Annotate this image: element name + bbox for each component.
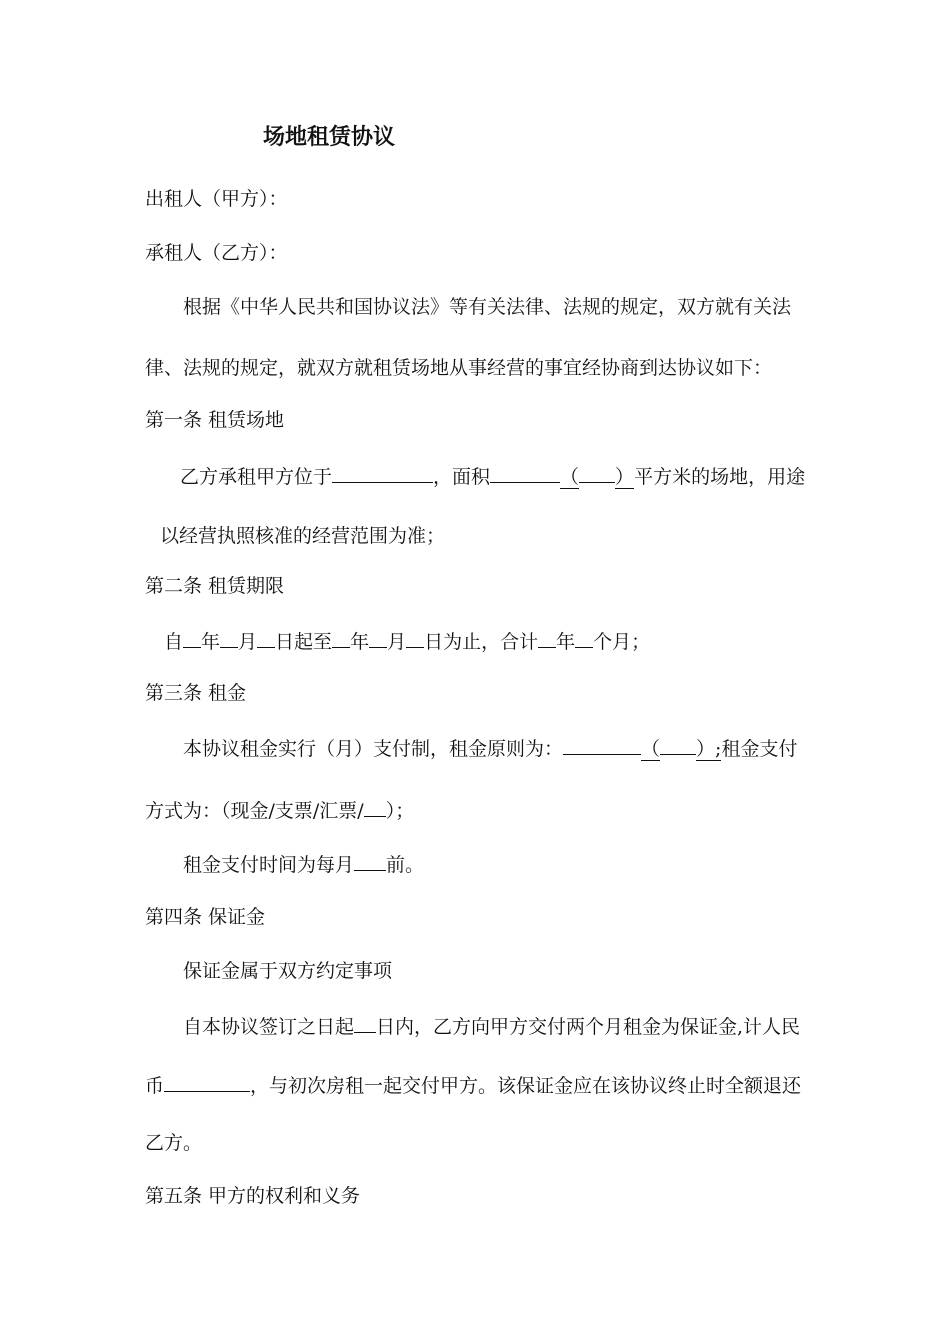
text-segment: 币 — [145, 1075, 165, 1097]
text-segment: 年 — [556, 631, 576, 653]
blank-location — [332, 462, 433, 483]
lessor-line: 出租人（甲方）： — [145, 188, 288, 210]
text-segment: 月 — [387, 631, 407, 653]
lessee-line: 承租人（乙方）： — [145, 242, 288, 264]
text-segment: 租金支付 — [721, 738, 798, 760]
blank-area — [490, 462, 560, 483]
blank-total-months — [575, 627, 593, 648]
text-segment: 前。 — [386, 854, 425, 876]
blank-total-years — [538, 627, 556, 648]
text-segment: ; — [715, 738, 722, 760]
article-3-paragraph-line-3 — [183, 850, 424, 877]
text-segment: 日为止，合计 — [424, 631, 539, 653]
article-3-paragraph-line-1 — [183, 734, 797, 761]
blank-start-day — [257, 627, 275, 648]
text-segment: 自本协议签订之日起 — [183, 1016, 355, 1038]
blank-rent-amount — [563, 734, 641, 755]
text-segment: （ — [641, 738, 661, 760]
article-4-paragraph-line-4: 乙方。 — [145, 1132, 203, 1154]
article-1-paragraph-line-2: 以经营执照核准的经营范围为准； — [160, 525, 446, 547]
text-segment: 租金支付时间为每月 — [183, 854, 355, 876]
blank-start-year — [183, 627, 201, 648]
text-segment: 年 — [201, 631, 221, 653]
article-4-paragraph-line-2 — [183, 1012, 800, 1039]
blank-end-month — [369, 627, 387, 648]
blank-payment-method — [364, 796, 386, 817]
text-segment: 日内，乙方向甲方交付两个月租金为保证金,计人民 — [376, 1016, 801, 1038]
article-3-heading: 第三条 租金 — [145, 682, 247, 704]
text-segment: 乙方承租甲方位于 — [180, 466, 333, 488]
blank-area-uppercase — [579, 462, 615, 483]
article-4-heading: 第四条 保证金 — [145, 906, 266, 928]
text-segment: （ — [560, 466, 580, 488]
text-segment: ）； — [385, 800, 415, 822]
preamble-line-1: 根据《中华人民共和国协议法》等有关法律、法规的规定，双方就有关法 — [183, 296, 792, 318]
article-1-paragraph-line-1 — [180, 462, 805, 489]
text-segment: 本协议租金实行（月）支付制，租金原则为： — [183, 738, 564, 760]
text-segment: ） — [696, 738, 716, 760]
blank-end-year — [332, 627, 350, 648]
blank-start-month — [220, 627, 238, 648]
text-segment: 月 — [238, 631, 258, 653]
document-title: 场地租赁协议 — [263, 124, 396, 150]
article-2-paragraph — [164, 627, 650, 654]
text-segment: 个月； — [593, 631, 651, 653]
text-segment: 自 — [164, 631, 184, 653]
article-4-paragraph-line-3 — [145, 1071, 801, 1098]
article-5-heading: 第五条 甲方的权利和义务 — [145, 1185, 361, 1207]
blank-deposit-days — [354, 1012, 376, 1033]
text-segment: 方式为：（现金/支票/汇票/ — [145, 800, 364, 822]
article-2-heading: 第二条 租赁期限 — [145, 575, 285, 597]
article-1-heading: 第一条 租赁场地 — [145, 409, 285, 431]
blank-payment-day — [354, 850, 386, 871]
text-segment: 日起至 — [275, 631, 333, 653]
text-segment: ，面积 — [433, 466, 491, 488]
text-segment: 年 — [350, 631, 370, 653]
blank-rent-uppercase — [660, 734, 696, 755]
blank-end-day — [406, 627, 424, 648]
preamble-line-2: 律、法规的规定，就双方就租赁场地从事经营的事宜经协商到达协议如下： — [145, 357, 773, 379]
text-segment: ，与初次房租一起交付甲方。该保证金应在该协议终止时全额退还 — [250, 1075, 802, 1097]
article-3-paragraph-line-2 — [145, 796, 414, 823]
blank-deposit-amount — [164, 1071, 250, 1092]
text-segment: ） — [615, 466, 635, 488]
article-4-paragraph-line-1: 保证金属于双方约定事项 — [183, 960, 393, 982]
text-segment: 平方米的场地，用途 — [634, 466, 806, 488]
